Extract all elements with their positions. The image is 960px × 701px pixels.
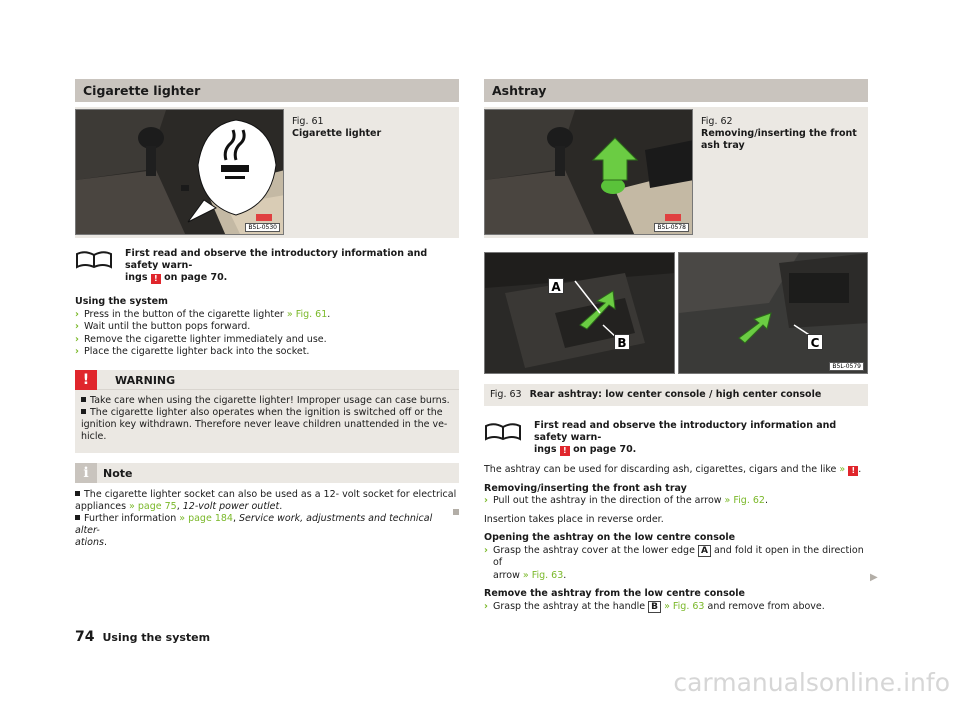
front-ashtray-instructions xyxy=(484,483,868,508)
note-label: Note xyxy=(103,466,133,480)
figure-link[interactable]: » Fig. 63 xyxy=(661,600,705,612)
list-item: › Press in the button of the cigarette lighter » Fig. 61. xyxy=(75,309,459,322)
warning-label: WARNING xyxy=(115,373,176,387)
warning-icon: ! xyxy=(848,466,858,476)
figure-link[interactable]: » Fig. 62 xyxy=(724,495,765,506)
high-console-ashtray-photo xyxy=(678,252,868,374)
figure-caption: Fig. 62 Removing/inserting the front ash tray xyxy=(701,116,857,151)
figure-link[interactable]: » Fig. 61 xyxy=(286,308,328,320)
list-item: › Wait until the button pops forward. xyxy=(75,321,459,334)
info-icon: i xyxy=(75,463,97,483)
section-end-marker xyxy=(453,509,459,515)
open-book-icon xyxy=(484,421,522,441)
section-header: Ashtray xyxy=(484,79,868,102)
figure-code: B5L-0578 xyxy=(654,223,689,232)
low-console-open-instructions xyxy=(484,532,868,582)
subheading: Using the system xyxy=(75,296,168,307)
page-footer xyxy=(75,629,210,645)
read-first-notice: First read and observe the introductory information and safety warn- ings ! on page 70. xyxy=(75,248,459,284)
ashtray-section xyxy=(484,79,868,613)
footer-title: Using the system xyxy=(102,631,211,644)
label-b-key: B xyxy=(648,601,661,613)
figure-title: Cigarette lighter xyxy=(292,128,382,139)
read-first-notice: First read and observe the introductory information and safety warn- ings ! on page 70. xyxy=(484,420,868,456)
low-console-remove-instructions xyxy=(484,588,868,613)
figure-61 xyxy=(75,107,459,238)
section-header: Cigarette lighter xyxy=(75,79,459,102)
continue-arrow-icon: ▶ xyxy=(870,572,878,583)
list-item: The cigarette lighter socket can also be used as a 12- volt socket for electrical appliances » page 75, 12-volt power outlet. xyxy=(75,488,457,512)
list-item: › Remove the cigarette lighter immediately and use. xyxy=(75,334,459,347)
list-item: The cigarette lighter also operates when the ignition is switched off or the ignition key withdrawn. Therefore never leave children unattended in the ve- hicle. xyxy=(81,406,448,442)
warning-icon: ! xyxy=(75,370,97,390)
list-item: Further information » page 184, Service work, adjustments and technical alter- ations. xyxy=(75,512,433,548)
warning-icon: ! xyxy=(151,274,161,284)
cigarette-lighter-section xyxy=(75,79,459,555)
list-item: Take care when using the cigarette lighter! Improper usage can case burns. xyxy=(81,395,453,407)
figure-caption xyxy=(292,116,381,140)
figure-link[interactable]: » Fig. 63 xyxy=(522,569,564,581)
figure-63 xyxy=(484,250,868,406)
figure-62 xyxy=(484,107,868,238)
warning-box xyxy=(75,370,459,453)
using-the-system xyxy=(75,296,459,359)
front-ashtray-photo xyxy=(484,109,693,235)
insertion-paragraph: Insertion takes place in reverse order. xyxy=(484,513,664,525)
subheading: Opening the ashtray on the low centre console xyxy=(484,532,736,543)
figure-number: Fig. 62 xyxy=(701,116,733,127)
label-b: B xyxy=(614,334,630,350)
watermark: carmanualsonline.info xyxy=(673,668,950,697)
figure-title: Rear ashtray: low center console / high center console xyxy=(529,389,822,400)
label-a: A xyxy=(548,278,564,294)
cigarette-lighter-photo xyxy=(75,109,284,235)
page-link[interactable]: » page 184 xyxy=(179,512,233,524)
figure-number: Fig. 63 xyxy=(490,389,522,400)
open-book-icon xyxy=(75,249,113,269)
subheading: Remove the ashtray from the low centre console xyxy=(484,588,745,599)
figure-number: Fig. 61 xyxy=(292,116,324,127)
figure-code: B5L-0579 xyxy=(829,362,864,371)
figure-code: B5L-0530 xyxy=(245,223,280,232)
page-link[interactable]: » page 75 xyxy=(129,500,177,512)
note-box xyxy=(75,463,459,555)
figure-caption xyxy=(484,384,868,406)
low-console-ashtray-photo xyxy=(484,252,675,374)
figure-title: Removing/inserting the front xyxy=(701,128,857,139)
subheading: Removing/inserting the front ash tray xyxy=(484,482,687,494)
intro-paragraph: The ashtray can be used for discarding ash, cigarettes, cigars and the like » ! . xyxy=(484,464,862,475)
list-item: › Pull out the ashtray in the direction of the arrow » Fig. 62. xyxy=(484,495,868,508)
warning-icon: ! xyxy=(560,446,570,456)
page-number: 74 xyxy=(75,629,95,645)
list-item: › Grasp the ashtray cover at the lower edge A and fold it open in the direction of arrow » Fig. 63. xyxy=(484,545,868,583)
label-a-key: A xyxy=(698,545,711,557)
list-item: › Grasp the ashtray at the handle B » Fig. 63 and remove from above. xyxy=(484,601,868,614)
warning-link[interactable]: » xyxy=(839,464,849,475)
label-c: C xyxy=(807,334,823,350)
list-item: › Place the cigarette lighter back into the socket. xyxy=(75,346,459,359)
